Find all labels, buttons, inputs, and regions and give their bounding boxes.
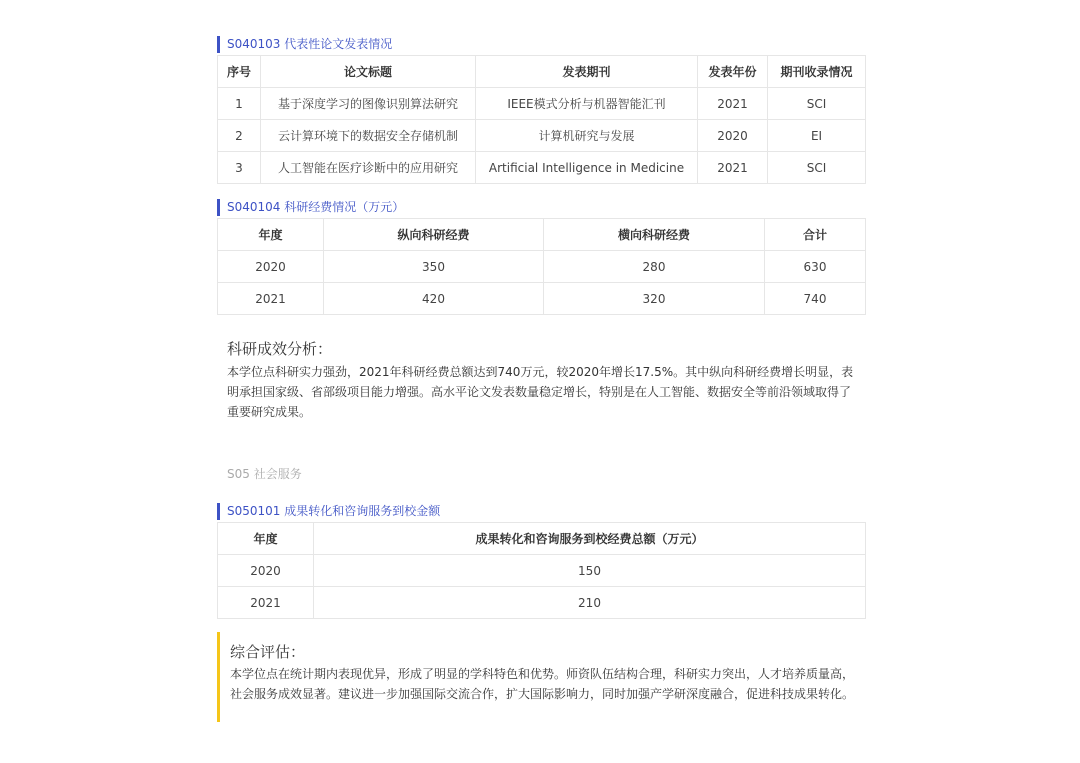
section-label: S05 社会服务 xyxy=(227,467,302,481)
papers-section-title: S040103 代表性论文发表情况 xyxy=(217,36,865,53)
cell-index: 3 xyxy=(218,152,261,184)
summary-callout xyxy=(217,632,865,722)
table-row xyxy=(218,587,866,619)
cell-horizontal-funding: 320 xyxy=(544,283,765,315)
cell-paper-title: 人工智能在医疗诊断中的应用研究 xyxy=(261,152,476,184)
cell-transfer-amount: 210 xyxy=(314,587,866,619)
table-row xyxy=(218,283,866,315)
col-header-total: 合计 xyxy=(765,219,866,251)
cell-paper-title: 基于深度学习的图像识别算法研究 xyxy=(261,88,476,120)
funding-section-title: S040104 科研经费情况（万元） xyxy=(217,199,865,216)
cell-journal: IEEE模式分析与机器智能汇刊 xyxy=(476,88,698,120)
cell-transfer-amount: 150 xyxy=(314,555,866,587)
transfer-section-title: S050101 成果转化和咨询服务到校金额 xyxy=(217,503,865,520)
cell-journal: Artificial Intelligence in Medicine xyxy=(476,152,698,184)
cell-year: 2020 xyxy=(698,120,768,152)
cell-total: 740 xyxy=(765,283,866,315)
funding-header-row xyxy=(218,219,866,251)
transfer-table xyxy=(217,522,866,619)
table-row xyxy=(218,120,866,152)
summary-text: 本学位点在统计期内表现优异，形成了明显的学科特色和优势。师资队伍结构合理，科研实力突出，人才培养质量高，社会服务成效显著。建议进一步加强国际交流合作，扩大国际影响力，同时加强产学研深度融合，促进科技成果转化。 xyxy=(230,667,855,701)
transfer-header-row xyxy=(218,523,866,555)
summary-title: 综合评估： xyxy=(230,643,306,661)
col-header-index: 序号 xyxy=(218,56,261,88)
table-row xyxy=(218,88,866,120)
col-header-horizontal-funding: 横向科研经费 xyxy=(544,219,765,251)
cell-paper-title: 云计算环境下的数据安全存储机制 xyxy=(261,120,476,152)
col-header-journal: 发表期刊 xyxy=(476,56,698,88)
table-row xyxy=(218,555,866,587)
analysis-text: 本学位点科研实力强劲，2021年科研经费总额达到740万元，较2020年增长17.5%。其中纵向科研经费增长明显，表明承担国家级、省部级项目能力增强。高水平论文发表数量稳定增长，特别是在人工智能、数据安全等前沿领域取得了重要研究成果。 xyxy=(227,365,854,419)
cell-indexing: SCI xyxy=(768,152,866,184)
cell-year: 2021 xyxy=(698,152,768,184)
col-header-year: 年度 xyxy=(218,219,324,251)
cell-total: 630 xyxy=(765,251,866,283)
table-row xyxy=(218,152,866,184)
col-header-transfer-amount: 成果转化和咨询服务到校经费总额（万元） xyxy=(314,523,866,555)
cell-year: 2021 xyxy=(218,587,314,619)
cell-year: 2021 xyxy=(218,283,324,315)
cell-index: 1 xyxy=(218,88,261,120)
cell-vertical-funding: 350 xyxy=(324,251,544,283)
col-header-year: 年度 xyxy=(218,523,314,555)
cell-horizontal-funding: 280 xyxy=(544,251,765,283)
cell-year: 2020 xyxy=(218,555,314,587)
col-header-paper-title: 论文标题 xyxy=(261,56,476,88)
cell-journal: 计算机研究与发展 xyxy=(476,120,698,152)
cell-index: 2 xyxy=(218,120,261,152)
col-header-year: 发表年份 xyxy=(698,56,768,88)
cell-vertical-funding: 420 xyxy=(324,283,544,315)
table-row xyxy=(218,251,866,283)
cell-year: 2021 xyxy=(698,88,768,120)
cell-indexing: EI xyxy=(768,120,866,152)
cell-year: 2020 xyxy=(218,251,324,283)
analysis-title: 科研成效分析： xyxy=(227,340,333,358)
papers-table xyxy=(217,55,866,184)
col-header-indexing: 期刊收录情况 xyxy=(768,56,866,88)
col-header-vertical-funding: 纵向科研经费 xyxy=(324,219,544,251)
report-content xyxy=(217,36,865,722)
papers-header-row xyxy=(218,56,866,88)
funding-table xyxy=(217,218,866,315)
cell-indexing: SCI xyxy=(768,88,866,120)
